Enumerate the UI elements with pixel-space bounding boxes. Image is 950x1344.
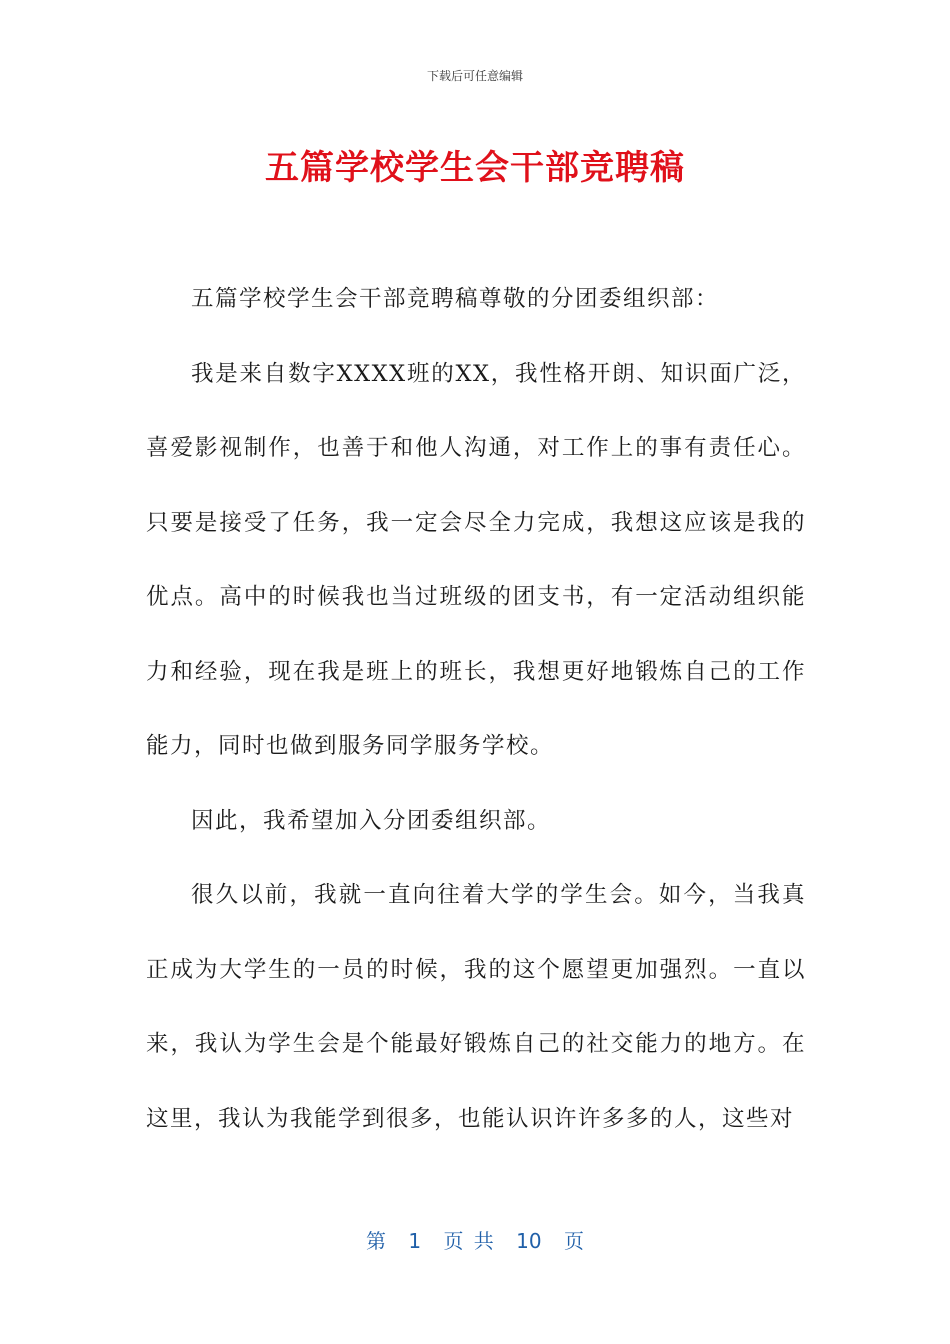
header-note: 下载后可任意编辑	[426, 69, 523, 83]
paragraph: 因此，我希望加入分团委组织部。	[191, 807, 552, 834]
paragraph: 我是来自数字XXXX班的XX，我性格开朗、知识面广泛，喜爱影视制作，也善于和他人沟通，对工作上的事有责任心。只要是接受了任务，我一定会尽全力完成，我想这应该是我的优点。高中的时候我也当过班级的团支书，有一定活动组织能力和经验，现在我是班上的班长，我想更好地锻炼自己的工作能力，同时也做到服务同学服务学校。	[146, 360, 806, 759]
paragraph: 很久以前，我就一直向往着大学的学生会。如今，当我真正成为大学生的一员的时候，我的这个愿望更加强烈。一直以来，我认为学生会是个能最好锻炼自己的社交能力的地方。在这里，我认为我能学到很多，也能认识许许多多的人，这些对	[146, 882, 806, 1132]
document-title: 五篇学校学生会干部竞聘稿	[265, 148, 685, 188]
footer-middle: 页 共	[443, 1229, 494, 1253]
document-body	[146, 262, 806, 1156]
page-footer	[0, 1225, 950, 1254]
footer-prefix: 第	[366, 1229, 386, 1253]
current-page-number: 1	[408, 1229, 422, 1253]
footer-suffix: 页	[563, 1229, 584, 1253]
paragraph: 五篇学校学生会干部竞聘稿尊敬的分团委组织部：	[191, 286, 720, 312]
total-page-count: 10	[516, 1229, 542, 1253]
